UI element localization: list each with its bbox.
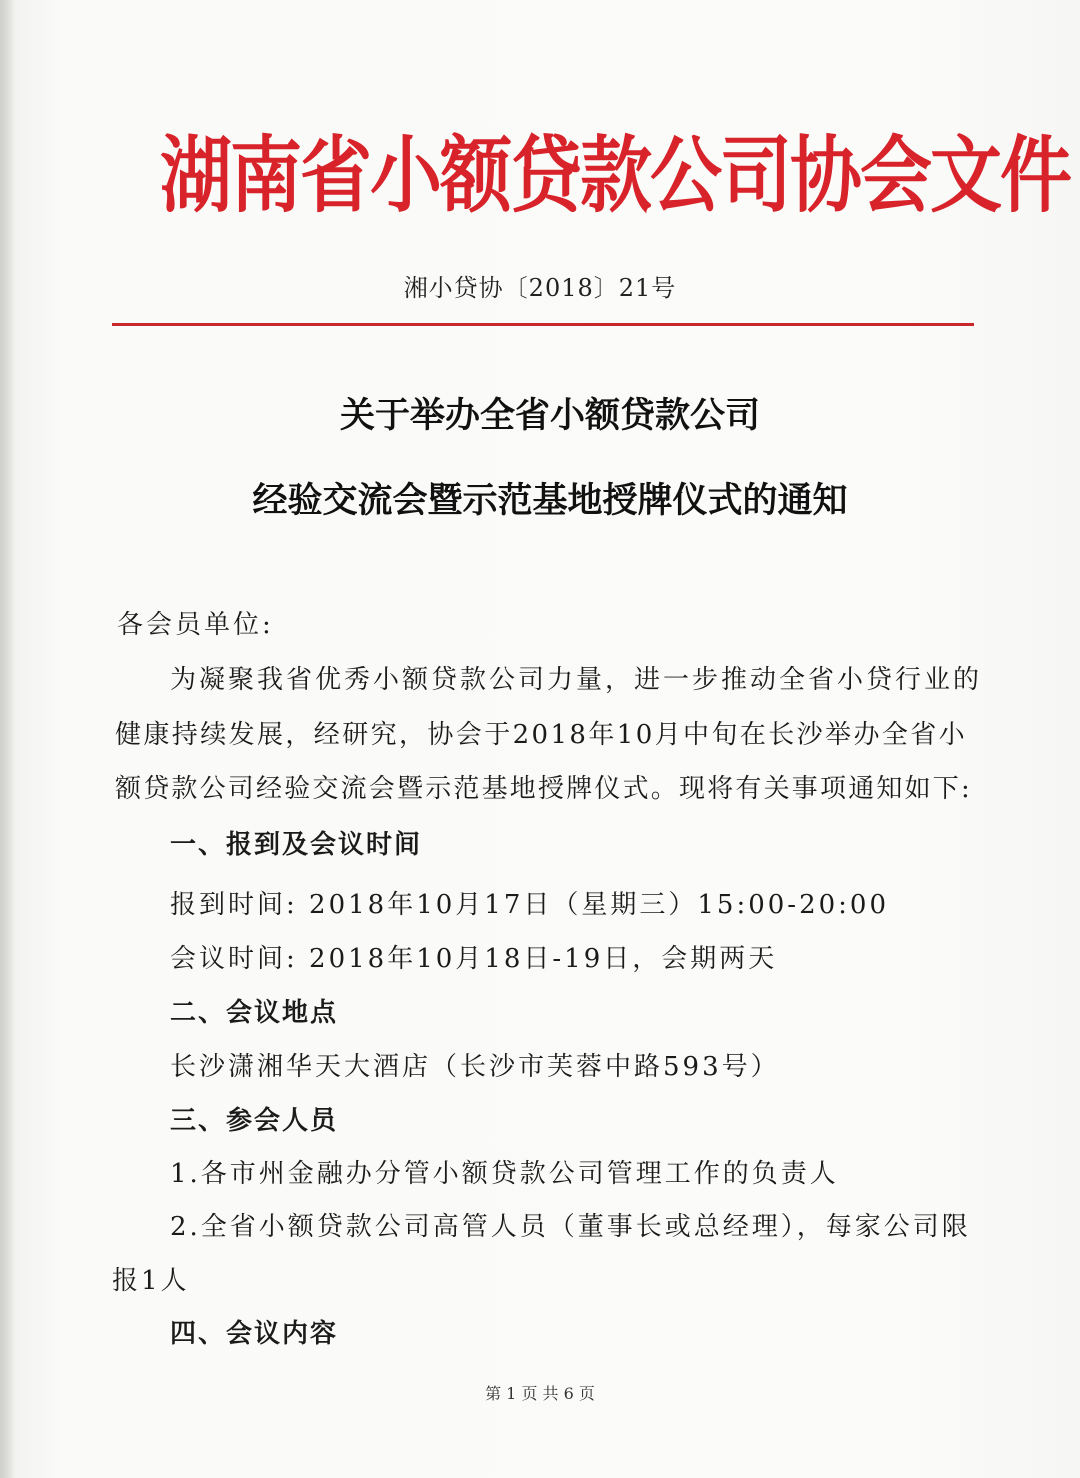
org-header-title: 湖南省小额贷款公司协会文件 — [160, 125, 1071, 224]
participant-item2-line2: 报1人 — [112, 1266, 190, 1296]
notice-title-line1: 关于举办全省小额贷款公司 — [339, 396, 760, 436]
page-edge-shadow — [0, 0, 14, 1478]
checkin-time: 报到时间: 2018年10月17日（星期三）15:00-20:00 — [170, 890, 890, 920]
notice-title-line2: 经验交流会暨示范基地授牌仪式的通知 — [252, 481, 848, 521]
page-indicator: 第 1 页 共 6 页 — [485, 1384, 595, 1403]
intro-paragraph-line2: 健康持续发展，经研究，协会于2018年10月中旬在长沙举办全省小 — [115, 720, 968, 750]
section2-heading: 二、会议地点 — [170, 998, 339, 1028]
intro-paragraph-line3: 额贷款公司经验交流会暨示范基地授牌仪式。现将有关事项通知如下: — [115, 774, 972, 804]
header-red-divider — [112, 323, 974, 326]
participant-item1: 1.各市州金融办分管小额贷款公司管理工作的负责人 — [170, 1159, 839, 1189]
intro-paragraph-line1: 为凝聚我省优秀小额贷款公司力量，进一步推动全省小贷行业的 — [170, 665, 983, 695]
document-number: 湘小贷协〔2018〕21号 — [403, 274, 677, 302]
section3-heading: 三、参会人员 — [170, 1106, 339, 1136]
salutation: 各会员单位: — [117, 610, 274, 640]
meeting-time: 会议时间: 2018年10月18日-19日，会期两天 — [170, 944, 778, 974]
section1-heading: 一、报到及会议时间 — [170, 830, 423, 860]
participant-item2-line1: 2.全省小额贷款公司高管人员（董事长或总经理），每家公司限 — [170, 1212, 971, 1242]
section4-heading: 四、会议内容 — [170, 1319, 339, 1349]
meeting-venue: 长沙潇湘华天大酒店（长沙市芙蓉中路593号） — [170, 1052, 780, 1082]
